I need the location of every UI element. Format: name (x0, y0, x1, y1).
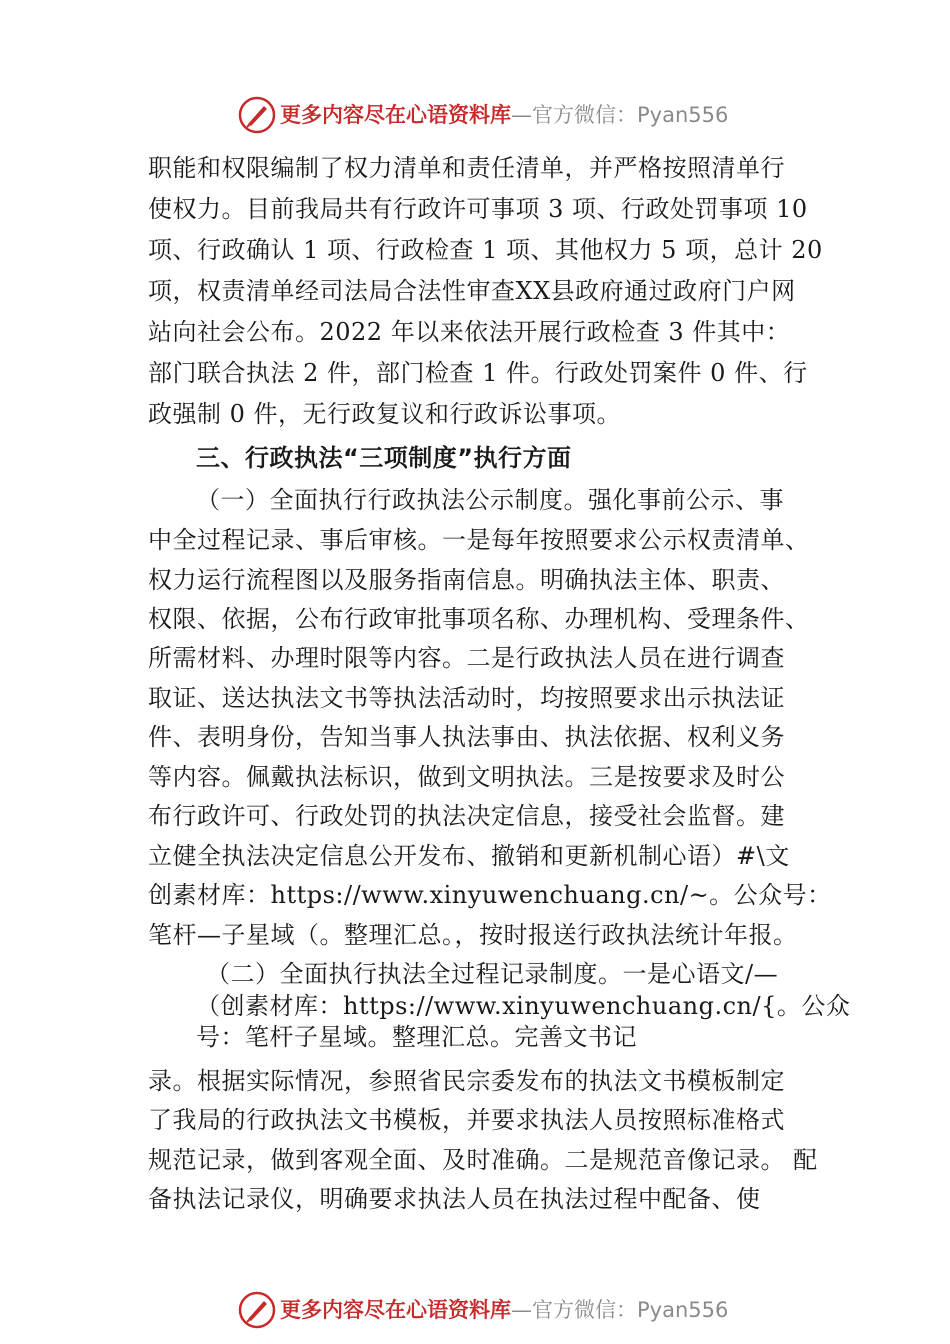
body-line: 备执法记录仪，明确要求执法人员在执法过程中配备、使 (148, 1185, 761, 1213)
body-line: 录。根据实际情况，参照省民宗委发布的执法文书模板制定 (148, 1067, 785, 1095)
body-line: 取证、送达执法文书等执法活动时，均按照要求出示执法证 (148, 684, 785, 712)
body-line: 件、表明身份，告知当事人执法事由、执法依据、权利义务 (148, 723, 785, 751)
body-line: 立健全执法决定信息公开发布、撤销和更新机制心语）#\文 (148, 842, 790, 870)
body-line: 职能和权限编制了权力清单和责任清单，并严格按照清单行 (148, 154, 785, 182)
watermark-banner-top (0, 95, 950, 135)
watermark-banner-bottom (0, 1290, 950, 1330)
body-line: （一）全面执行行政执法公示制度。强化事前公示、事 (196, 486, 784, 514)
body-line: 部门联合执法 2 件，部门检查 1 件。行政处罚案件 0 件、行 (148, 359, 808, 387)
body-line: 权限、依据，公布行政审批事项名称、办理机构、受理条件、 (148, 605, 810, 633)
banner-wechat-text: —官方微信：Pyan556 (511, 103, 729, 127)
body-line: 了我局的行政执法文书模板，并要求执法人员按照标准格式 (148, 1106, 785, 1134)
body-line: 权力运行流程图以及服务指南信息。明确执法主体、职责、 (148, 566, 785, 594)
banner-wechat-text: —官方微信：Pyan556 (511, 1298, 729, 1322)
banner-brand-text: 更多内容尽在心语资料库 (280, 1297, 511, 1322)
body-line: 笔杆—子星域（。整理汇总。，按时报送行政执法统计年报。 (148, 921, 798, 949)
body-line: 规范记录，做到客观全面、及时准确。二是规范音像记录。 配 (148, 1146, 818, 1174)
body-line: （二）全面执行执法全过程记录制度。一是心语文/— (206, 960, 779, 988)
banner-brand-text: 更多内容尽在心语资料库 (280, 102, 511, 127)
body-line: 所需材料、办理时限等内容。二是行政执法人员在进行调查 (148, 644, 785, 672)
body-line: 布行政许可、行政处罚的执法决定信息，接受社会监督。建 (148, 802, 785, 830)
quill-logo-icon (237, 1290, 277, 1330)
body-line: 使权力。目前我局共有行政许可事项 3 项、行政处罚事项 10 (148, 195, 808, 223)
body-line: 中全过程记录、事后审核。一是每年按照要求公示权责清单、 (148, 526, 810, 554)
body-line: 等内容。佩戴执法标识，做到文明执法。三是按要求及时公 (148, 763, 785, 791)
body-line: 号：笔杆子星域。整理汇总。完善文书记 (196, 1023, 637, 1051)
body-line: 政强制 0 件，无行政复议和行政诉讼事项。 (148, 400, 622, 428)
quill-logo-icon (237, 95, 277, 135)
body-line: 创素材库：https://www.xinyuwenchuang.cn/~。公众号： (148, 881, 832, 909)
body-line: 项、行政确认 1 项、行政检查 1 项、其他权力 5 项，总计 20 (148, 236, 823, 264)
body-line: 项，权责清单经司法局合法性审查XX县政府通过政府门户网 (148, 277, 796, 305)
body-line: 站向社会公布。2022 年以来依法开展行政检查 3 件其中： (148, 318, 791, 346)
section-heading: 三、行政执法“三项制度”执行方面 (196, 444, 572, 472)
body-line: （创素材库：https://www.xinyuwenchuang.cn/{。公众 (196, 992, 851, 1020)
